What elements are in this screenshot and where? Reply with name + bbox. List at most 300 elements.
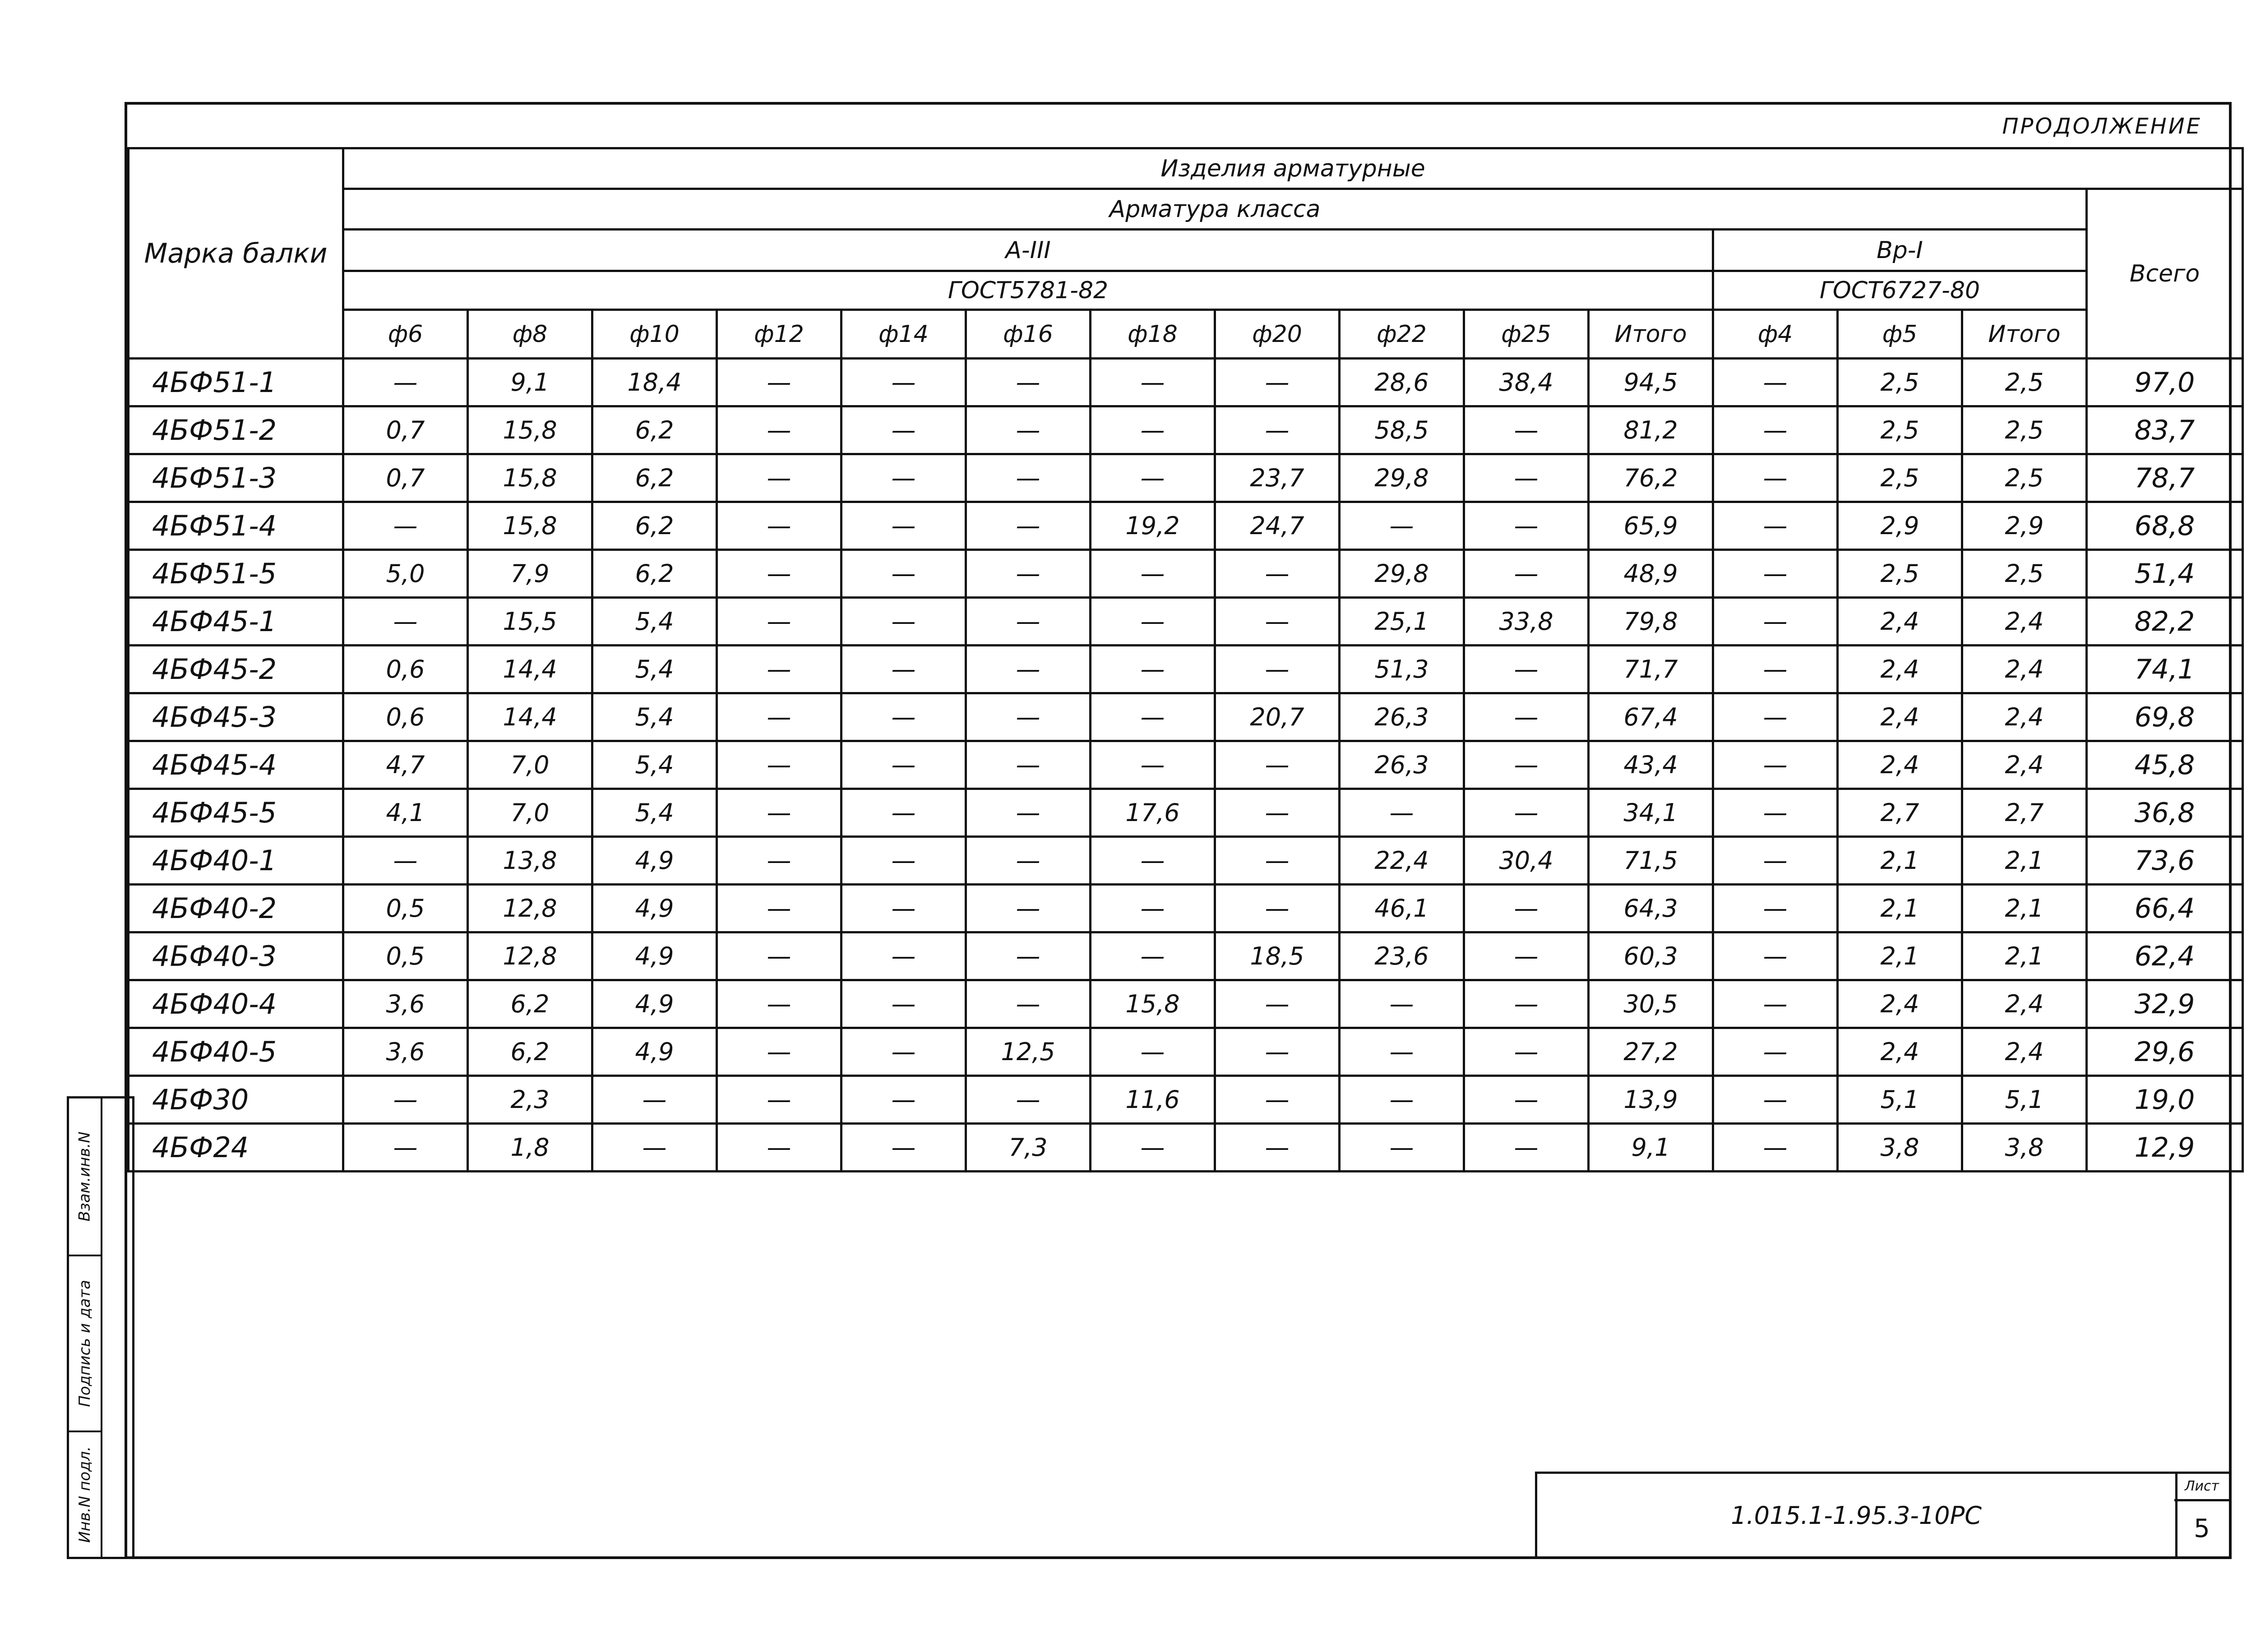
- table-cell: 22,4: [1340, 837, 1464, 885]
- table-cell: 25,1: [1340, 598, 1464, 646]
- table-cell: —: [1464, 789, 1589, 837]
- table-cell: —: [1091, 1028, 1215, 1076]
- table-row: [129, 550, 2243, 598]
- table-cell: 0,7: [343, 454, 468, 502]
- table-cell: —: [1215, 550, 1340, 598]
- table-cell: —: [966, 693, 1091, 741]
- table-cell: —: [1215, 885, 1340, 932]
- table-cell: 2,4: [1962, 741, 2087, 789]
- table-cell: 4,9: [592, 885, 717, 932]
- table-cell: 2,9: [1962, 502, 2087, 550]
- table-cell: —: [841, 693, 966, 741]
- class-a-standard: ГОСТ5781-82: [343, 271, 1713, 310]
- column-header: ф14: [841, 310, 966, 359]
- table-cell: —: [343, 837, 468, 885]
- table-row: [129, 980, 2243, 1028]
- table-cell: 11,6: [1091, 1076, 1215, 1124]
- table-cell: —: [1464, 1124, 1589, 1172]
- beam-mark: 4БФ40-4: [129, 980, 343, 1028]
- table-cell: 46,1: [1340, 885, 1464, 932]
- table-cell: —: [1091, 454, 1215, 502]
- stamp-inv-sub: Инв.N подл.: [76, 1446, 94, 1543]
- table-cell: —: [1464, 646, 1589, 693]
- table-cell: 23,6: [1340, 932, 1464, 980]
- row-total: 45,8: [2087, 741, 2243, 789]
- row-total: 97,0: [2087, 359, 2243, 406]
- table-cell: 7,9: [468, 550, 592, 598]
- table-cell: —: [1713, 932, 1838, 980]
- table-cell: —: [1340, 980, 1464, 1028]
- table-cell: 51,3: [1340, 646, 1464, 693]
- table-cell: 2,5: [1962, 550, 2087, 598]
- table-cell: 6,2: [592, 550, 717, 598]
- beam-mark: 4БФ40-5: [129, 1028, 343, 1076]
- table-row: [129, 454, 2243, 502]
- beam-mark: 4БФ24: [129, 1124, 343, 1172]
- table-cell: —: [717, 550, 841, 598]
- table-row: [129, 1124, 2243, 1172]
- row-total: 68,8: [2087, 502, 2243, 550]
- beam-mark: 4БФ51-3: [129, 454, 343, 502]
- table-cell: 4,9: [592, 837, 717, 885]
- table-cell: 2,4: [1838, 693, 1962, 741]
- table-cell: 48,9: [1589, 550, 1713, 598]
- table-cell: 4,9: [592, 1028, 717, 1076]
- table-cell: —: [1713, 1028, 1838, 1076]
- table-cell: —: [1091, 646, 1215, 693]
- beam-mark: 4БФ45-4: [129, 741, 343, 789]
- table-cell: 2,4: [1838, 980, 1962, 1028]
- table-cell: 27,2: [1589, 1028, 1713, 1076]
- column-header: ф8: [468, 310, 592, 359]
- table-cell: 15,8: [468, 502, 592, 550]
- table-cell: —: [1713, 741, 1838, 789]
- table-cell: 4,1: [343, 789, 468, 837]
- table-cell: 12,5: [966, 1028, 1091, 1076]
- table-row: [129, 646, 2243, 693]
- table-cell: —: [343, 598, 468, 646]
- beam-mark: 4БФ51-1: [129, 359, 343, 406]
- row-total: 32,9: [2087, 980, 2243, 1028]
- table-cell: 5,4: [592, 741, 717, 789]
- table-cell: —: [841, 837, 966, 885]
- continuation-label: ПРОДОЛЖЕНИЕ: [2002, 114, 2202, 139]
- table-cell: 2,4: [1962, 598, 2087, 646]
- table-cell: 7,0: [468, 741, 592, 789]
- table-cell: 30,5: [1589, 980, 1713, 1028]
- table-cell: —: [1464, 502, 1589, 550]
- table-cell: —: [841, 932, 966, 980]
- beam-mark: 4БФ45-2: [129, 646, 343, 693]
- table-cell: —: [841, 1124, 966, 1172]
- table-cell: 0,6: [343, 646, 468, 693]
- table-cell: 5,1: [1962, 1076, 2087, 1124]
- table-cell: —: [966, 837, 1091, 885]
- table-cell: —: [1215, 1028, 1340, 1076]
- class-b-header: Вр-I: [1713, 230, 2087, 271]
- table-cell: 6,2: [468, 1028, 592, 1076]
- table-cell: —: [343, 359, 468, 406]
- table-cell: 5,4: [592, 646, 717, 693]
- column-header: ф22: [1340, 310, 1464, 359]
- table-cell: —: [1340, 1076, 1464, 1124]
- table-cell: —: [1713, 885, 1838, 932]
- table-cell: —: [1215, 980, 1340, 1028]
- table-cell: 2,4: [1962, 1028, 2087, 1076]
- column-header: ф20: [1215, 310, 1340, 359]
- table-cell: 67,4: [1589, 693, 1713, 741]
- total-header: Всего: [2087, 189, 2243, 359]
- table-row: [129, 837, 2243, 885]
- table-cell: 65,9: [1589, 502, 1713, 550]
- table-cell: —: [1713, 550, 1838, 598]
- table-cell: 2,1: [1838, 885, 1962, 932]
- table-cell: 33,8: [1464, 598, 1589, 646]
- table-cell: 19,2: [1091, 502, 1215, 550]
- document-code: 1.015.1-1.95.3-10РС: [1537, 1474, 2177, 1557]
- table-cell: 94,5: [1589, 359, 1713, 406]
- table-cell: 30,4: [1464, 837, 1589, 885]
- table-cell: —: [717, 454, 841, 502]
- row-total: 36,8: [2087, 789, 2243, 837]
- table-cell: 3,8: [1838, 1124, 1962, 1172]
- table-cell: —: [966, 1076, 1091, 1124]
- table-cell: —: [1713, 693, 1838, 741]
- table-cell: —: [841, 885, 966, 932]
- table-row: [129, 885, 2243, 932]
- table-cell: 20,7: [1215, 693, 1340, 741]
- table-cell: 12,8: [468, 885, 592, 932]
- table-cell: 2,5: [1962, 359, 2087, 406]
- table-cell: —: [717, 646, 841, 693]
- row-total: 66,4: [2087, 885, 2243, 932]
- row-total: 78,7: [2087, 454, 2243, 502]
- table-cell: —: [1713, 789, 1838, 837]
- column-header: Итого: [1589, 310, 1713, 359]
- beam-mark: 4БФ51-4: [129, 502, 343, 550]
- table-cell: 15,8: [1091, 980, 1215, 1028]
- table-cell: —: [841, 598, 966, 646]
- table-cell: —: [1340, 502, 1464, 550]
- table-cell: 7,0: [468, 789, 592, 837]
- table-cell: —: [1091, 885, 1215, 932]
- table-cell: —: [1091, 837, 1215, 885]
- table-cell: 4,9: [592, 932, 717, 980]
- table-cell: —: [1215, 1076, 1340, 1124]
- table-cell: 29,8: [1340, 550, 1464, 598]
- table-cell: 26,3: [1340, 693, 1464, 741]
- table-cell: —: [1464, 741, 1589, 789]
- table-cell: —: [1215, 359, 1340, 406]
- table-cell: 15,8: [468, 454, 592, 502]
- table-cell: 18,5: [1215, 932, 1340, 980]
- table-cell: 14,4: [468, 646, 592, 693]
- row-total: 12,9: [2087, 1124, 2243, 1172]
- table-cell: —: [1091, 741, 1215, 789]
- table-cell: —: [966, 454, 1091, 502]
- table-cell: —: [1091, 359, 1215, 406]
- drawing-frame: [125, 102, 2232, 1559]
- table-cell: —: [966, 741, 1091, 789]
- table-cell: 2,5: [1838, 359, 1962, 406]
- table-cell: —: [1091, 598, 1215, 646]
- table-cell: —: [841, 454, 966, 502]
- row-total: 51,4: [2087, 550, 2243, 598]
- table-cell: —: [1464, 693, 1589, 741]
- row-total: 73,6: [2087, 837, 2243, 885]
- table-cell: 26,3: [1340, 741, 1464, 789]
- table-cell: —: [717, 885, 841, 932]
- table-cell: —: [1215, 789, 1340, 837]
- table-cell: —: [1340, 789, 1464, 837]
- column-header: ф25: [1464, 310, 1589, 359]
- table-cell: 1,8: [468, 1124, 592, 1172]
- table-cell: 6,2: [468, 980, 592, 1028]
- table-cell: —: [1215, 741, 1340, 789]
- column-header: ф16: [966, 310, 1091, 359]
- table-cell: —: [1713, 1076, 1838, 1124]
- table-cell: —: [717, 1124, 841, 1172]
- table-cell: —: [1091, 693, 1215, 741]
- table-cell: 13,9: [1589, 1076, 1713, 1124]
- table-cell: 0,7: [343, 406, 468, 454]
- table-cell: —: [1215, 646, 1340, 693]
- table-cell: 2,5: [1838, 454, 1962, 502]
- table-cell: 2,1: [1962, 885, 2087, 932]
- beam-mark: 4БФ40-2: [129, 885, 343, 932]
- table-cell: 12,8: [468, 932, 592, 980]
- stamp-signature-date: Подпись и дата: [69, 1256, 101, 1432]
- table-cell: 9,1: [468, 359, 592, 406]
- table-cell: —: [1215, 406, 1340, 454]
- row-total: 69,8: [2087, 693, 2243, 741]
- beam-mark: 4БФ51-2: [129, 406, 343, 454]
- table-row: [129, 789, 2243, 837]
- table-cell: —: [1091, 1124, 1215, 1172]
- table-cell: 2,7: [1962, 789, 2087, 837]
- rebar-class-header: Арматура класса: [343, 189, 2087, 230]
- row-total: 83,7: [2087, 406, 2243, 454]
- table-cell: 0,6: [343, 693, 468, 741]
- table-cell: —: [717, 837, 841, 885]
- table-cell: —: [592, 1076, 717, 1124]
- table-cell: —: [1091, 550, 1215, 598]
- beam-mark: 4БФ40-1: [129, 837, 343, 885]
- table-cell: —: [966, 550, 1091, 598]
- table-cell: 6,2: [592, 454, 717, 502]
- row-total: 82,2: [2087, 598, 2243, 646]
- table-cell: 2,1: [1838, 932, 1962, 980]
- table-cell: —: [1713, 406, 1838, 454]
- table-cell: —: [841, 550, 966, 598]
- products-header: Изделия арматурные: [343, 148, 2243, 189]
- table-row: [129, 406, 2243, 454]
- table-cell: —: [1215, 837, 1340, 885]
- table-cell: 3,6: [343, 980, 468, 1028]
- table-cell: 2,5: [1962, 454, 2087, 502]
- table-cell: —: [1464, 1076, 1589, 1124]
- beam-mark: 4БФ40-3: [129, 932, 343, 980]
- table-cell: —: [841, 359, 966, 406]
- table-cell: —: [1713, 980, 1838, 1028]
- table-cell: —: [966, 502, 1091, 550]
- table-cell: —: [841, 406, 966, 454]
- table-cell: 2,7: [1838, 789, 1962, 837]
- table-row: [129, 693, 2243, 741]
- table-row: [129, 359, 2243, 406]
- table-cell: 71,7: [1589, 646, 1713, 693]
- table-cell: —: [841, 980, 966, 1028]
- table-cell: —: [717, 502, 841, 550]
- table-cell: 5,4: [592, 693, 717, 741]
- table-cell: —: [717, 980, 841, 1028]
- table-cell: —: [1091, 406, 1215, 454]
- table-row: [129, 1028, 2243, 1076]
- table-cell: —: [1464, 550, 1589, 598]
- table-cell: —: [966, 885, 1091, 932]
- table-cell: —: [717, 693, 841, 741]
- table-cell: —: [1713, 1124, 1838, 1172]
- table-cell: —: [966, 789, 1091, 837]
- table-cell: 3,6: [343, 1028, 468, 1076]
- table-cell: 14,4: [468, 693, 592, 741]
- beam-mark: 4БФ45-5: [129, 789, 343, 837]
- table-cell: 2,9: [1838, 502, 1962, 550]
- table-cell: —: [1464, 980, 1589, 1028]
- table-cell: 34,1: [1589, 789, 1713, 837]
- table-cell: —: [717, 1076, 841, 1124]
- table-cell: —: [966, 598, 1091, 646]
- table-row: [129, 1076, 2243, 1124]
- column-header: Итого: [1962, 310, 2087, 359]
- sheet-number: 5: [2194, 1514, 2210, 1543]
- table-row: [129, 741, 2243, 789]
- row-total: 19,0: [2087, 1076, 2243, 1124]
- table-cell: 5,1: [1838, 1076, 1962, 1124]
- table-cell: 2,5: [1962, 406, 2087, 454]
- table-cell: —: [717, 359, 841, 406]
- rebar-spec-table: [127, 147, 2244, 1172]
- table-cell: 24,7: [1215, 502, 1340, 550]
- table-cell: —: [1091, 932, 1215, 980]
- table-cell: 2,1: [1962, 932, 2087, 980]
- table-cell: 2,5: [1838, 550, 1962, 598]
- table-cell: 71,5: [1589, 837, 1713, 885]
- table-cell: 0,5: [343, 932, 468, 980]
- table-cell: —: [717, 1028, 841, 1076]
- table-cell: —: [966, 646, 1091, 693]
- table-cell: —: [717, 789, 841, 837]
- table-cell: —: [966, 980, 1091, 1028]
- table-cell: —: [966, 359, 1091, 406]
- stamp-replaced-inv: Взам.инв.N: [69, 1098, 101, 1256]
- class-a-header: А-III: [343, 230, 1713, 271]
- table-cell: 2,4: [1838, 1028, 1962, 1076]
- table-cell: —: [343, 502, 468, 550]
- table-cell: 15,8: [468, 406, 592, 454]
- table-cell: 2,4: [1962, 646, 2087, 693]
- column-header: ф4: [1713, 310, 1838, 359]
- table-cell: 4,9: [592, 980, 717, 1028]
- table-cell: 64,3: [1589, 885, 1713, 932]
- table-cell: —: [1340, 1028, 1464, 1076]
- table-cell: —: [841, 741, 966, 789]
- table-cell: —: [717, 741, 841, 789]
- beam-mark: 4БФ45-3: [129, 693, 343, 741]
- table-cell: 2,3: [468, 1076, 592, 1124]
- table-cell: —: [841, 789, 966, 837]
- table-cell: —: [1464, 406, 1589, 454]
- table-cell: 38,4: [1464, 359, 1589, 406]
- table-cell: —: [717, 406, 841, 454]
- column-header: ф5: [1838, 310, 1962, 359]
- table-cell: —: [1464, 1028, 1589, 1076]
- table-row: [129, 598, 2243, 646]
- table-cell: 4,7: [343, 741, 468, 789]
- table-cell: 13,8: [468, 837, 592, 885]
- table-cell: 5,4: [592, 598, 717, 646]
- table-cell: 60,3: [1589, 932, 1713, 980]
- table-cell: 2,4: [1838, 741, 1962, 789]
- class-b-standard: ГОСТ6727-80: [1713, 271, 2087, 310]
- table-cell: 2,1: [1962, 837, 2087, 885]
- table-cell: 5,4: [592, 789, 717, 837]
- table-cell: 58,5: [1340, 406, 1464, 454]
- table-cell: —: [1713, 454, 1838, 502]
- table-cell: 7,3: [966, 1124, 1091, 1172]
- table-cell: —: [592, 1124, 717, 1172]
- table-cell: —: [966, 932, 1091, 980]
- table-cell: 29,8: [1340, 454, 1464, 502]
- table-cell: 6,2: [592, 502, 717, 550]
- title-block: [1535, 1472, 2232, 1559]
- column-header: ф6: [343, 310, 468, 359]
- table-cell: 5,0: [343, 550, 468, 598]
- table-cell: 79,8: [1589, 598, 1713, 646]
- table-cell: —: [717, 932, 841, 980]
- table-cell: —: [343, 1076, 468, 1124]
- beam-mark: 4БФ45-1: [129, 598, 343, 646]
- table-cell: 43,4: [1589, 741, 1713, 789]
- sheet-label: Лист: [2174, 1474, 2229, 1501]
- mark-header: Марка балки: [129, 148, 343, 359]
- table-cell: —: [1464, 454, 1589, 502]
- table-cell: —: [1713, 359, 1838, 406]
- table-cell: 2,4: [1838, 646, 1962, 693]
- table-cell: —: [841, 646, 966, 693]
- table-cell: —: [1215, 1124, 1340, 1172]
- table-cell: 18,4: [592, 359, 717, 406]
- table-cell: —: [1713, 598, 1838, 646]
- table-cell: 28,6: [1340, 359, 1464, 406]
- beam-mark: 4БФ30: [129, 1076, 343, 1124]
- table-cell: —: [1340, 1124, 1464, 1172]
- table-cell: —: [1464, 932, 1589, 980]
- table-cell: —: [1713, 646, 1838, 693]
- side-stamp: [67, 1096, 134, 1559]
- table-cell: 3,8: [1962, 1124, 2087, 1172]
- column-header: ф12: [717, 310, 841, 359]
- table-cell: —: [1713, 837, 1838, 885]
- table-cell: 15,5: [468, 598, 592, 646]
- table-cell: —: [1464, 885, 1589, 932]
- table-cell: 9,1: [1589, 1124, 1713, 1172]
- table-cell: —: [966, 406, 1091, 454]
- table-cell: 2,4: [1962, 980, 2087, 1028]
- column-header: ф10: [592, 310, 717, 359]
- table-cell: —: [841, 1076, 966, 1124]
- row-total: 62,4: [2087, 932, 2243, 980]
